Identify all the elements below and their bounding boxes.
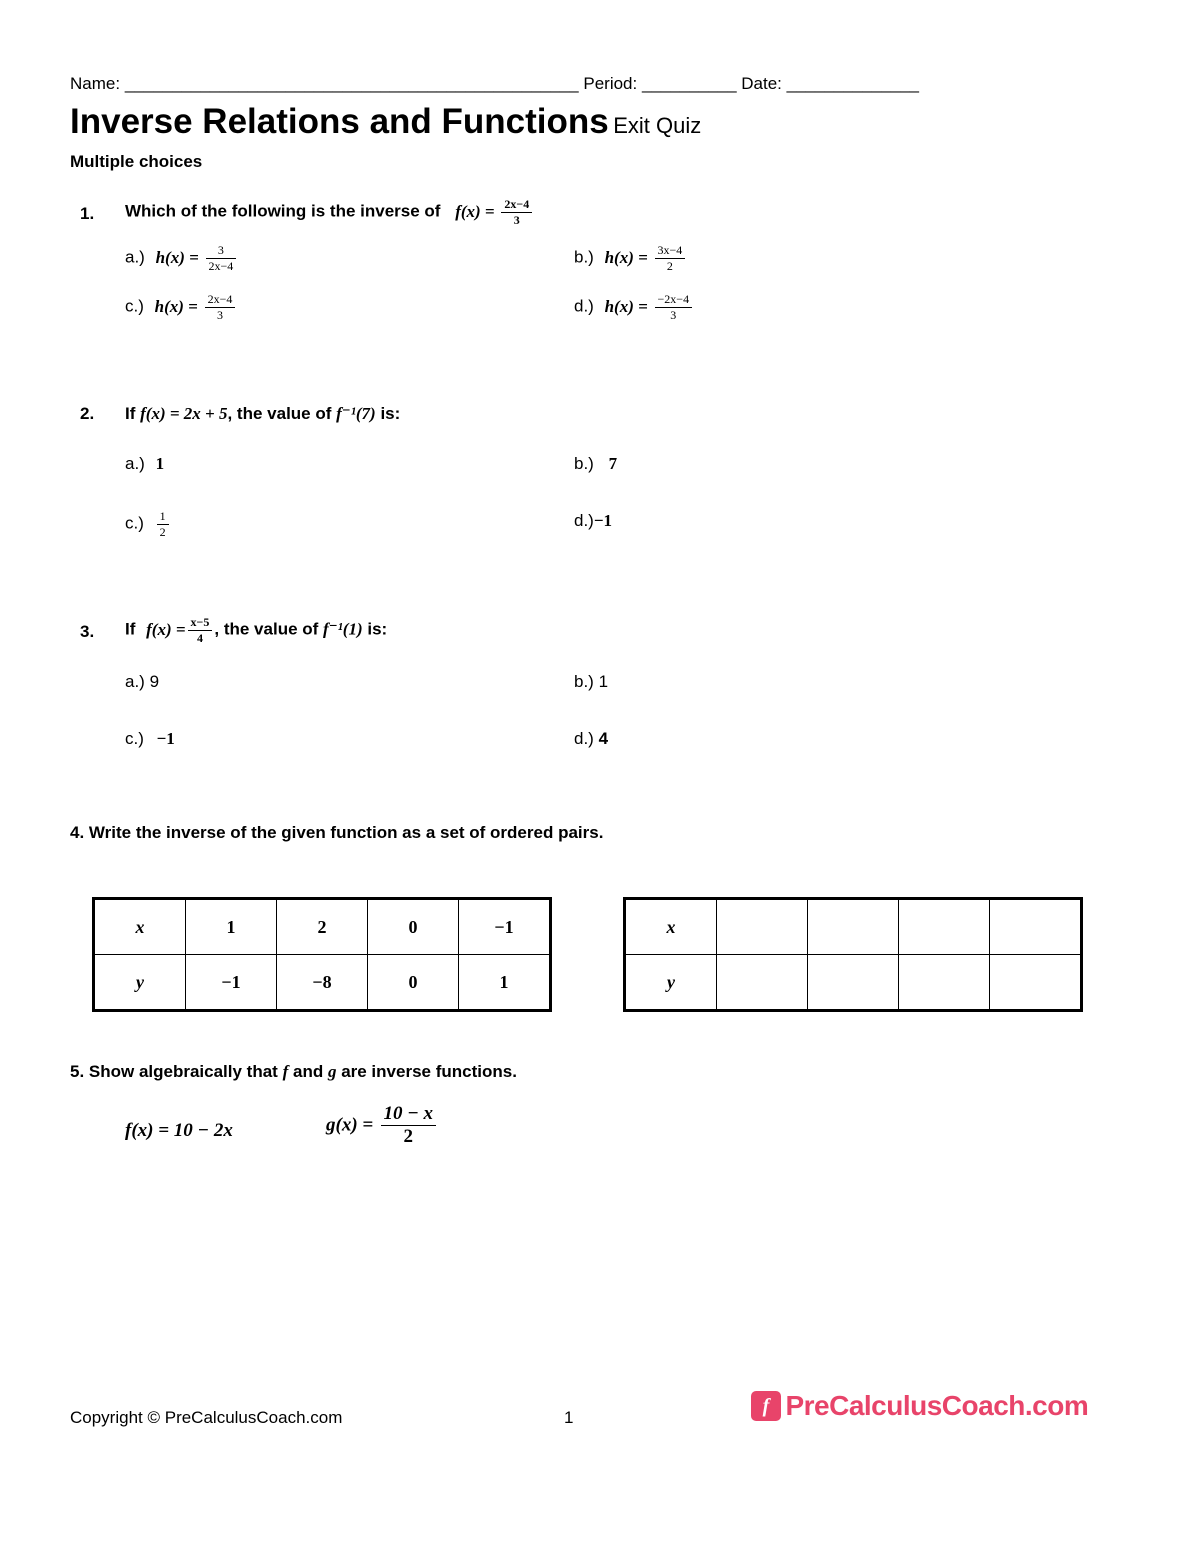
q4-prompt: 4. Write the inverse of the given function as a set of ordered pairs. <box>70 823 604 842</box>
answer-cell[interactable] <box>899 955 990 1010</box>
q5-f-expression: f(x) = 10 − 2x <box>125 1120 233 1141</box>
q5-prompt <box>70 1062 517 1082</box>
q1-option-c[interactable] <box>125 293 237 321</box>
q5-pre: 5. Show algebraically that <box>70 1062 278 1081</box>
q1-number: 1. <box>80 204 95 223</box>
option-label: c.) <box>125 729 144 748</box>
table-cell: 2 <box>277 900 368 955</box>
answer-cell[interactable] <box>899 900 990 955</box>
q2-post: is: <box>380 404 401 423</box>
page-number: 1 <box>564 1408 574 1427</box>
option-label: c.) <box>125 296 144 316</box>
q1-option-d[interactable] <box>574 293 694 321</box>
answer-cell[interactable] <box>990 955 1081 1010</box>
title-sub: Exit Quiz <box>613 113 702 138</box>
q1-func-fraction <box>501 198 532 226</box>
option-label: d.) <box>574 511 594 530</box>
q2-option-a[interactable] <box>125 454 164 474</box>
table-cell: −1 <box>186 955 277 1010</box>
date-label: Date: <box>741 74 782 93</box>
option-fraction <box>157 510 169 538</box>
q1-text: Which of the following is the inverse of <box>125 201 441 221</box>
option-expr: h(x) = <box>155 247 199 267</box>
q3-func: f(x) = <box>146 619 186 639</box>
option-label: a.) <box>125 247 145 267</box>
option-num: 3 <box>206 244 237 259</box>
table-row <box>95 900 550 955</box>
table-cell: y <box>626 955 717 1010</box>
q5-f: f <box>282 1062 289 1081</box>
q3-mid: , the value of <box>214 619 319 639</box>
period-blank[interactable]: __________ <box>641 74 737 93</box>
option-label: a.) <box>125 454 145 473</box>
q2-func: f(x) = 2x + 5 <box>140 404 228 423</box>
table-cell: 1 <box>459 955 550 1010</box>
table-cell: −1 <box>459 900 550 955</box>
answer-cell[interactable] <box>808 955 899 1010</box>
option-den: 2 <box>666 258 673 273</box>
title-main: Inverse Relations and Functions <box>70 102 609 141</box>
name-label: Name: <box>70 74 121 93</box>
q3-pre: If <box>125 619 136 639</box>
option-num: 3x−4 <box>655 244 686 259</box>
q5-g-expr: g(x) = <box>326 1114 374 1136</box>
option-fraction <box>205 293 236 321</box>
q2-prompt <box>125 404 400 424</box>
q1-option-b[interactable] <box>574 244 687 272</box>
option-fraction <box>655 293 693 321</box>
option-fraction <box>655 244 686 272</box>
option-label: b.) <box>574 454 594 473</box>
q2-mid: , the value of <box>227 404 332 423</box>
page-title <box>70 102 701 142</box>
table-cell: y <box>95 955 186 1010</box>
answer-cell[interactable] <box>717 955 808 1010</box>
q5-and: and <box>292 1062 324 1081</box>
option-label: c.) <box>125 513 144 533</box>
option-label: a.) <box>125 672 145 691</box>
table-cell: 0 <box>368 955 459 1010</box>
q1-func: f(x) = <box>455 201 495 221</box>
q1-func-num: 2x−4 <box>501 198 532 213</box>
q3-option-a[interactable] <box>125 672 159 692</box>
option-den: 2 <box>159 524 166 539</box>
q5-g: g <box>327 1062 337 1081</box>
option-num: 1 <box>157 510 169 525</box>
option-label: d.) <box>574 296 594 316</box>
table-cell: x <box>626 900 717 955</box>
table-row <box>626 955 1081 1010</box>
table-cell: −8 <box>277 955 368 1010</box>
option-label: b.) <box>574 672 594 691</box>
table-row <box>626 900 1081 955</box>
q2-option-b[interactable] <box>574 454 617 474</box>
given-function-table <box>94 899 550 1010</box>
answer-cell[interactable] <box>717 900 808 955</box>
option-value: −1 <box>593 511 613 530</box>
q3-post: is: <box>367 619 388 639</box>
inverse-answer-table <box>625 899 1081 1010</box>
q3-prompt <box>125 616 387 644</box>
q3-func-fraction <box>188 616 213 644</box>
q3-number: 3. <box>80 622 95 641</box>
answer-cell[interactable] <box>990 900 1081 955</box>
q2-option-d[interactable] <box>574 511 612 531</box>
q3-func-den: 4 <box>196 630 203 645</box>
q3-func-num: x−5 <box>188 616 213 631</box>
period-label: Period: <box>583 74 638 93</box>
option-den: 2x−4 <box>208 258 234 273</box>
q5-g-num: 10 − x <box>381 1104 437 1126</box>
table-cell: 0 <box>368 900 459 955</box>
option-num: −2x−4 <box>655 293 693 308</box>
header-line <box>70 74 919 94</box>
table-cell: 1 <box>186 900 277 955</box>
option-expr: h(x) = <box>154 296 198 316</box>
option-value: 9 <box>149 672 160 691</box>
option-label: d.) <box>574 729 594 748</box>
q3-option-c[interactable] <box>125 729 175 749</box>
logo-text: PreCalculusCoach.com <box>785 1390 1089 1421</box>
table-row <box>95 955 550 1010</box>
q5-g-fraction <box>381 1104 437 1147</box>
option-value: 7 <box>608 454 618 473</box>
option-value: 1 <box>155 454 165 473</box>
q5-g-den: 2 <box>403 1125 414 1147</box>
option-label: b.) <box>574 247 594 267</box>
option-expr: h(x) = <box>604 296 648 316</box>
brand-logo[interactable] <box>751 1390 1088 1422</box>
q3-option-b[interactable] <box>574 672 608 692</box>
q3-inverse: f⁻¹(1) <box>323 619 363 639</box>
option-den: 3 <box>670 307 677 322</box>
q2-number: 2. <box>80 404 95 423</box>
q1-prompt <box>125 198 534 226</box>
option-num: 2x−4 <box>205 293 236 308</box>
copyright-text: Copyright © PreCalculusCoach.com <box>70 1408 343 1427</box>
q1-func-den: 3 <box>513 212 520 227</box>
q5-g-expression <box>326 1104 438 1147</box>
q5-post: are inverse functions. <box>341 1062 517 1081</box>
q2-pre: If <box>125 404 136 423</box>
name-blank[interactable]: ________________________________________________ <box>124 74 579 93</box>
option-value: 1 <box>598 672 609 691</box>
option-value: 4 <box>598 729 609 748</box>
date-blank[interactable]: ______________ <box>786 74 920 93</box>
option-value: −1 <box>156 729 175 748</box>
q2-inverse: f⁻¹(7) <box>336 404 376 423</box>
q2-option-c[interactable] <box>125 510 171 538</box>
answer-cell[interactable] <box>808 900 899 955</box>
q1-option-a[interactable] <box>125 244 238 272</box>
option-den: 3 <box>216 307 223 322</box>
section-label: Multiple choices <box>70 152 203 171</box>
option-fraction <box>206 244 237 272</box>
option-expr: h(x) = <box>604 247 648 267</box>
q3-option-d[interactable] <box>574 729 608 749</box>
table-cell: x <box>95 900 186 955</box>
logo-f-icon: f <box>751 1391 781 1421</box>
